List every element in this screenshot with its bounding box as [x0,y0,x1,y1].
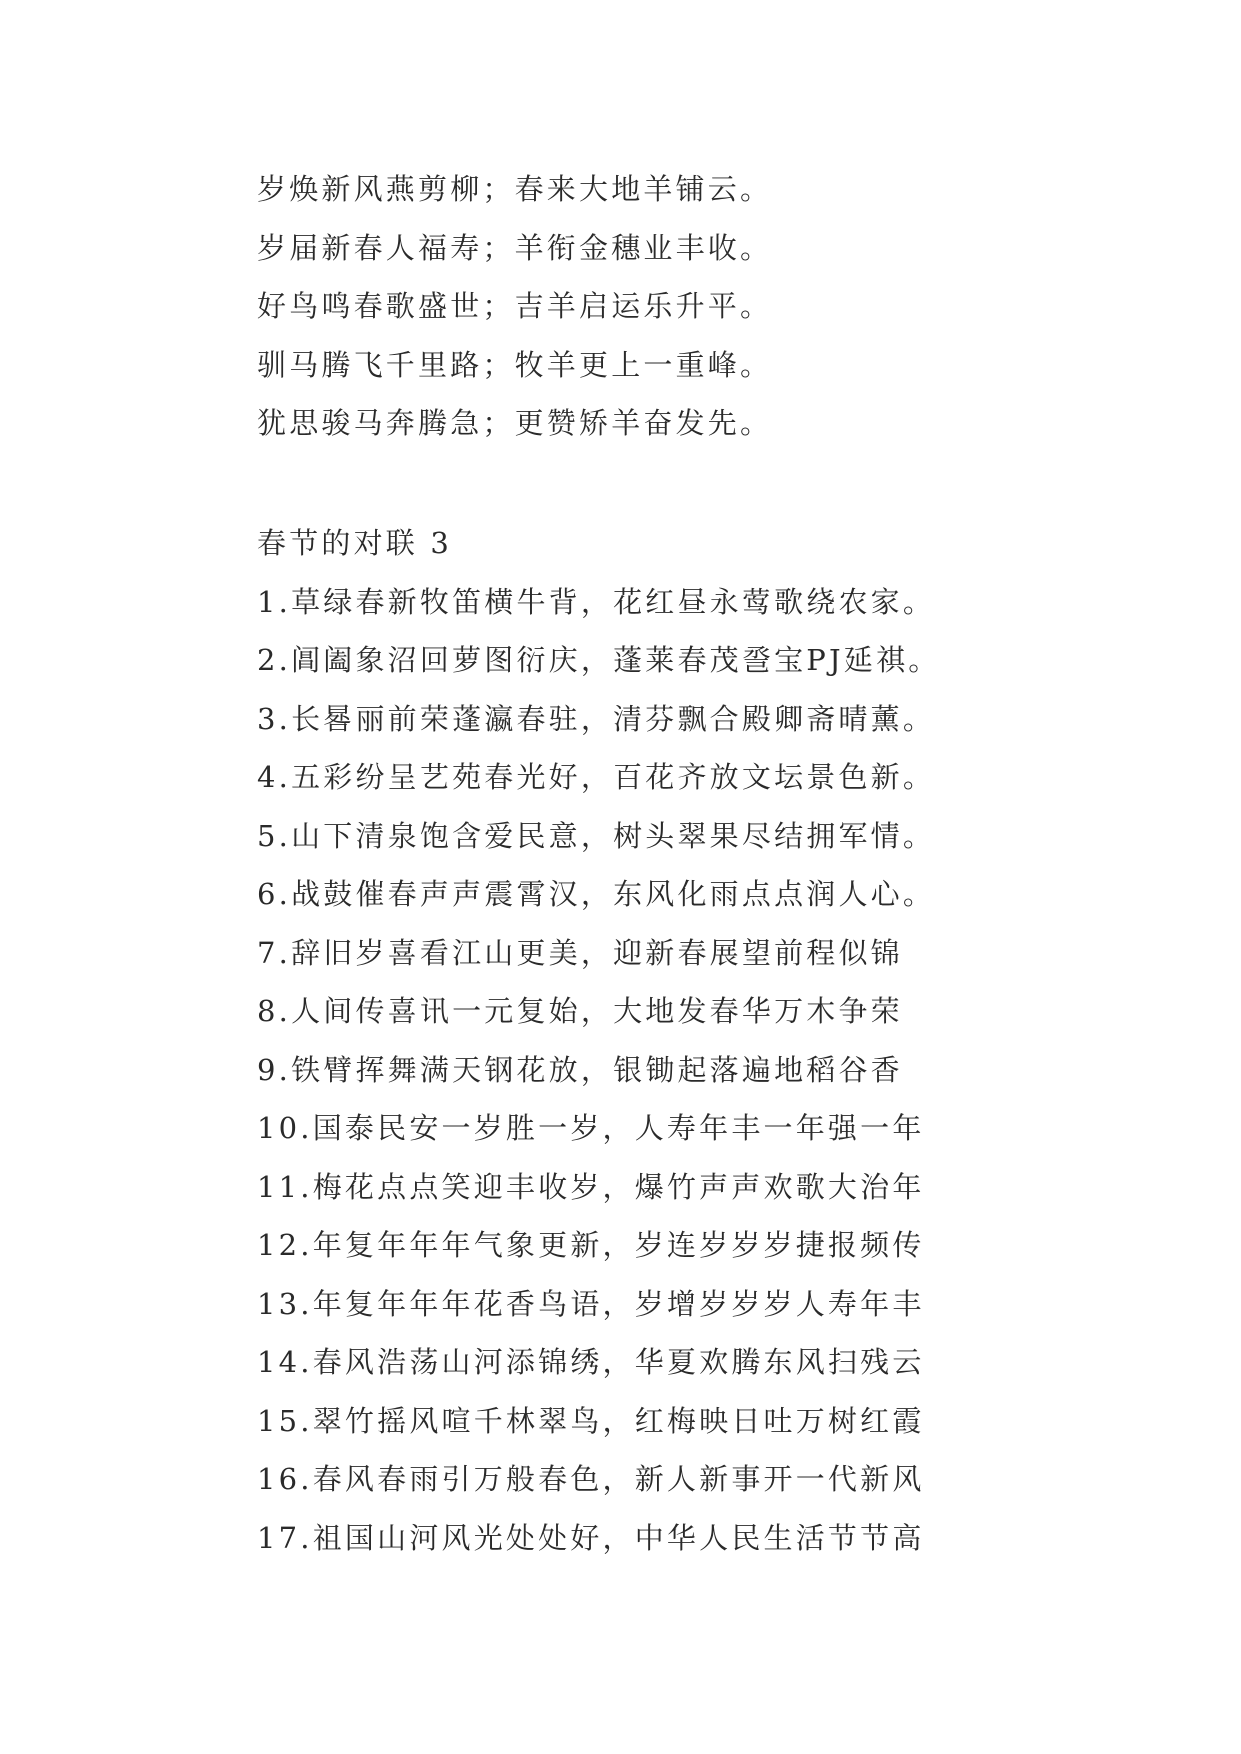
couplet-line: 驯马腾飞千里路；牧羊更上一重峰。 [257,347,773,382]
couplet-item: 3.长晷丽前荣蓬瀛春驻，清芬飘合殿卿斋晴薰。 [257,701,936,736]
couplet-item: 17.祖国山河风光处处好，中华人民生活节节高 [257,1520,925,1555]
couplet-item: 15.翠竹摇风喧千林翠鸟，红梅映日吐万树红霞 [257,1403,925,1438]
couplet-item: 7.辞旧岁喜看江山更美，迎新春展望前程似锦 [257,935,903,970]
couplet-item: 8.人间传喜讯一元复始，大地发春华万木争荣 [257,994,903,1028]
couplet-item: 10.国泰民安一岁胜一岁，人寿年丰一年强一年 [257,1111,925,1145]
couplet-item: 2.阊阖象沼回萝图衍庆，蓬莱春茂巹宝PJ延祺。 [257,643,941,677]
couplet-line: 岁届新春人福寿；羊衔金穗业丰收。 [257,230,773,265]
couplet-item: 9.铁臂挥舞满天钢花放，银锄起落遍地稻谷香 [257,1052,903,1087]
couplet-line: 好鸟鸣春歌盛世；吉羊启运乐升平。 [257,289,773,323]
couplet-item: 12.年复年年年气象更新，岁连岁岁岁捷报频传 [257,1228,925,1262]
couplet-item: 1.草绿春新牧笛横牛背，花红昼永莺歌绕农家。 [257,584,936,619]
couplet-item: 14.春风浩荡山河添锦绣，华夏欢腾东风扫残云 [257,1345,925,1379]
couplet-item: 13.年复年年年花香鸟语，岁增岁岁岁人寿年丰 [257,1286,925,1321]
couplet-line: 岁焕新风燕剪柳；春来大地羊铺云。 [257,172,773,206]
couplet-item: 6.战鼓催春声声震霄汉，东风化雨点点润人心。 [257,877,936,911]
couplet-item: 16.春风春雨引万般春色，新人新事开一代新风 [257,1462,925,1496]
couplet-item: 4.五彩纷呈艺苑春光好，百花齐放文坛景色新。 [257,760,936,794]
section-heading: 春节的对联 3 [257,526,453,560]
couplet-line: 犹思骏马奔腾急；更赞矫羊奋发先。 [257,406,773,440]
couplet-item: 11.梅花点点笑迎丰收岁，爆竹声声欢歌大治年 [257,1169,925,1204]
section-couplets-3 [257,514,1217,1567]
couplet-item: 5.山下清泉饱含爱民意，树头翠果尽结拥军情。 [257,818,936,853]
intro-couplets [257,160,1217,453]
